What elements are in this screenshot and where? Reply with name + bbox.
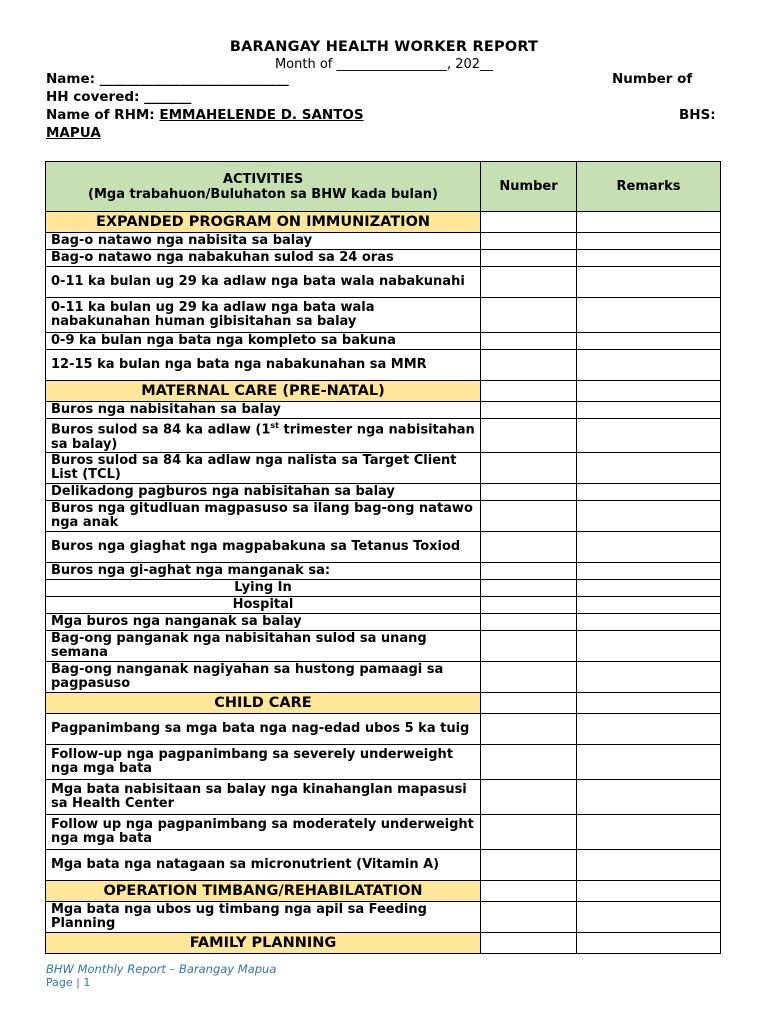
- number-cell[interactable]: [481, 250, 577, 267]
- remarks-cell[interactable]: [577, 563, 721, 580]
- rhm-line: [46, 107, 364, 123]
- table-row: [46, 714, 721, 745]
- footer-text: BHW Monthly Report – Barangay Mapua: [46, 962, 277, 976]
- remarks-cell[interactable]: [577, 780, 721, 815]
- activity-label-hospital: Hospital: [46, 597, 481, 614]
- number-of-label: Number of: [612, 71, 693, 87]
- number-header: Number: [481, 162, 577, 212]
- activity-label: Delikadong pagburos nga nabisitahan sa balay: [46, 484, 481, 501]
- table-row: [46, 532, 721, 563]
- table-row: [46, 402, 721, 419]
- number-cell[interactable]: [481, 780, 577, 815]
- number-cell[interactable]: [481, 350, 577, 381]
- number-cell[interactable]: [481, 333, 577, 350]
- section-row-operation-timbang: [46, 881, 721, 902]
- number-cell[interactable]: [481, 614, 577, 631]
- activity-label: Buros nga giaghat nga magpabakuna sa Tetanus Toxiod: [46, 532, 481, 563]
- remarks-cell[interactable]: [577, 267, 721, 298]
- bhs-label: BHS:: [679, 107, 716, 123]
- remarks-cell[interactable]: [577, 484, 721, 501]
- table-row: [46, 614, 721, 631]
- remarks-cell[interactable]: [577, 501, 721, 532]
- rhm-name: EMMAHELENDE D. SANTOS: [159, 107, 364, 123]
- number-cell[interactable]: [481, 693, 577, 714]
- remarks-cell[interactable]: [577, 402, 721, 419]
- section-title-family-planning: FAMILY PLANNING: [46, 933, 481, 954]
- rhm-label: Name of RHM:: [46, 107, 160, 123]
- remarks-cell[interactable]: [577, 233, 721, 250]
- table-row: [46, 780, 721, 815]
- section-row-family-planning: [46, 933, 721, 954]
- number-cell[interactable]: [481, 850, 577, 881]
- number-cell[interactable]: [481, 597, 577, 614]
- remarks-cell[interactable]: [577, 881, 721, 902]
- table-row: [46, 501, 721, 532]
- activities-header-title: ACTIVITIES: [222, 171, 304, 187]
- remarks-cell[interactable]: [577, 631, 721, 662]
- number-cell[interactable]: [481, 662, 577, 693]
- activity-label: Mga bata nga natagaan sa micronutrient (Vitamin A): [46, 850, 481, 881]
- section-title-child-care: CHILD CARE: [46, 693, 481, 714]
- table-row: [46, 267, 721, 298]
- remarks-cell[interactable]: [577, 902, 721, 933]
- table-row: [46, 453, 721, 484]
- activity-label: Buros sulod sa 84 ka adlaw nga nalista sa Target Client List (TCL): [46, 453, 481, 484]
- report-title: BARANGAY HEALTH WORKER REPORT: [229, 39, 539, 55]
- number-cell[interactable]: [481, 419, 577, 453]
- section-title-epi: EXPANDED PROGRAM ON IMMUNIZATION: [46, 212, 481, 233]
- activity-label: Bag-ong panganak nga nabisitahan sulod sa unang semana: [46, 631, 481, 662]
- remarks-cell[interactable]: [577, 419, 721, 453]
- activity-label: Bag-o natawo nga nabisita sa balay: [46, 233, 481, 250]
- activity-label: Buros nga gi-aghat nga manganak sa:: [46, 563, 481, 580]
- number-cell[interactable]: [481, 881, 577, 902]
- remarks-cell[interactable]: [577, 333, 721, 350]
- activities-header: [46, 162, 481, 212]
- table-row: [46, 563, 721, 580]
- remarks-cell[interactable]: [577, 597, 721, 614]
- number-cell[interactable]: [481, 267, 577, 298]
- table-row: [46, 597, 721, 614]
- section-title-maternal: MATERNAL CARE (PRE-NATAL): [46, 381, 481, 402]
- month-line: Month of _________________, 202__: [274, 57, 494, 72]
- activity-label: Mga bata nabisitaan sa balay nga kinahanglan mapasusi sa Health Center: [46, 780, 481, 815]
- number-cell[interactable]: [481, 453, 577, 484]
- remarks-cell[interactable]: [577, 250, 721, 267]
- activity-label: Buros nga gitudluan magpasuso sa ilang bag-ong natawo nga anak: [46, 501, 481, 532]
- activity-label: 12-15 ka bulan nga bata nga nabakunahan sa MMR: [46, 350, 481, 381]
- remarks-cell[interactable]: [577, 350, 721, 381]
- remarks-cell[interactable]: [577, 693, 721, 714]
- remarks-cell[interactable]: [577, 662, 721, 693]
- table-row: [46, 850, 721, 881]
- section-row-maternal: [46, 381, 721, 402]
- table-row: [46, 662, 721, 693]
- table-row: [46, 233, 721, 250]
- remarks-cell[interactable]: [577, 453, 721, 484]
- section-row-epi: [46, 212, 721, 233]
- table-row: [46, 815, 721, 850]
- number-cell[interactable]: [481, 815, 577, 850]
- number-cell[interactable]: [481, 933, 577, 954]
- number-cell[interactable]: [481, 212, 577, 233]
- section-row-child-care: [46, 693, 721, 714]
- remarks-cell[interactable]: [577, 714, 721, 745]
- activity-label: 0-9 ka bulan nga bata nga kompleto sa bakuna: [46, 333, 481, 350]
- remarks-cell[interactable]: [577, 580, 721, 597]
- remarks-cell[interactable]: [577, 850, 721, 881]
- activity-label: Bag-ong nanganak nagiyahan sa hustong pamaagi sa pagpasuso: [46, 662, 481, 693]
- remarks-cell[interactable]: [577, 745, 721, 780]
- activity-label-part: Buros sulod sa 84 ka adlaw (1: [51, 422, 271, 438]
- number-cell[interactable]: [481, 532, 577, 563]
- number-cell[interactable]: [481, 501, 577, 532]
- remarks-cell[interactable]: [577, 933, 721, 954]
- table-row: [46, 902, 721, 933]
- remarks-header: Remarks: [577, 162, 721, 212]
- table-row: [46, 250, 721, 267]
- ordinal-suffix: st: [270, 421, 280, 430]
- remarks-cell[interactable]: [577, 381, 721, 402]
- number-cell[interactable]: [481, 631, 577, 662]
- number-cell[interactable]: [481, 381, 577, 402]
- page-number: Page | 1: [46, 976, 91, 989]
- activity-label: Mga bata nga ubos ug timbang nga apil sa Feeding Planning: [46, 902, 481, 933]
- table-row: [46, 419, 721, 453]
- number-cell[interactable]: [481, 233, 577, 250]
- remarks-cell[interactable]: [577, 532, 721, 563]
- activity-label: 0-11 ka bulan ug 29 ka adlaw nga bata wala nabakunahi: [46, 267, 481, 298]
- activity-label-part: trimester nga nabisitahan sa balay): [51, 422, 475, 452]
- activity-label: Pagpanimbang sa mga bata nga nag-edad ubos 5 ka tuig: [46, 714, 481, 745]
- number-cell[interactable]: [481, 714, 577, 745]
- number-cell[interactable]: [481, 902, 577, 933]
- table-row: [46, 298, 721, 333]
- section-title-operation-timbang: OPERATION TIMBANG/REHABILATATION: [46, 881, 481, 902]
- activity-label: Bag-o natawo nga nabakuhan sulod sa 24 oras: [46, 250, 481, 267]
- number-cell[interactable]: [481, 402, 577, 419]
- activity-label: Buros nga nabisitahan sa balay: [46, 402, 481, 419]
- remarks-cell[interactable]: [577, 212, 721, 233]
- number-cell[interactable]: [481, 298, 577, 333]
- table-row: [46, 580, 721, 597]
- table-row: [46, 484, 721, 501]
- table-row: [46, 350, 721, 381]
- activities-header-subtitle: (Mga trabahuon/Buluhaton sa BHW kada bulan): [88, 186, 438, 202]
- number-cell[interactable]: [481, 484, 577, 501]
- remarks-cell[interactable]: [577, 298, 721, 333]
- report-table: [45, 161, 721, 954]
- name-line: Name: ____________________________: [46, 71, 289, 87]
- remarks-cell[interactable]: [577, 614, 721, 631]
- hh-covered-line: HH covered: _______: [46, 89, 192, 105]
- table-row: [46, 745, 721, 780]
- remarks-cell[interactable]: [577, 815, 721, 850]
- activity-label: Mga buros nga nanganak sa balay: [46, 614, 481, 631]
- activity-label: [46, 419, 481, 453]
- number-cell[interactable]: [481, 563, 577, 580]
- number-cell[interactable]: [481, 745, 577, 780]
- activity-label: Follow up nga pagpanimbang sa moderately underweight nga mga bata: [46, 815, 481, 850]
- table-header-row: [46, 162, 721, 212]
- activity-label: Follow-up nga pagpanimbang sa severely underweight nga mga bata: [46, 745, 481, 780]
- activity-label: 0-11 ka bulan ug 29 ka adlaw nga bata wala nabakunahan human gibisitahan sa balay: [46, 298, 481, 333]
- table-row: [46, 631, 721, 662]
- bhs-name: MAPUA: [46, 125, 101, 141]
- table-row: [46, 333, 721, 350]
- activity-label-lying-in: Lying In: [46, 580, 481, 597]
- number-cell[interactable]: [481, 580, 577, 597]
